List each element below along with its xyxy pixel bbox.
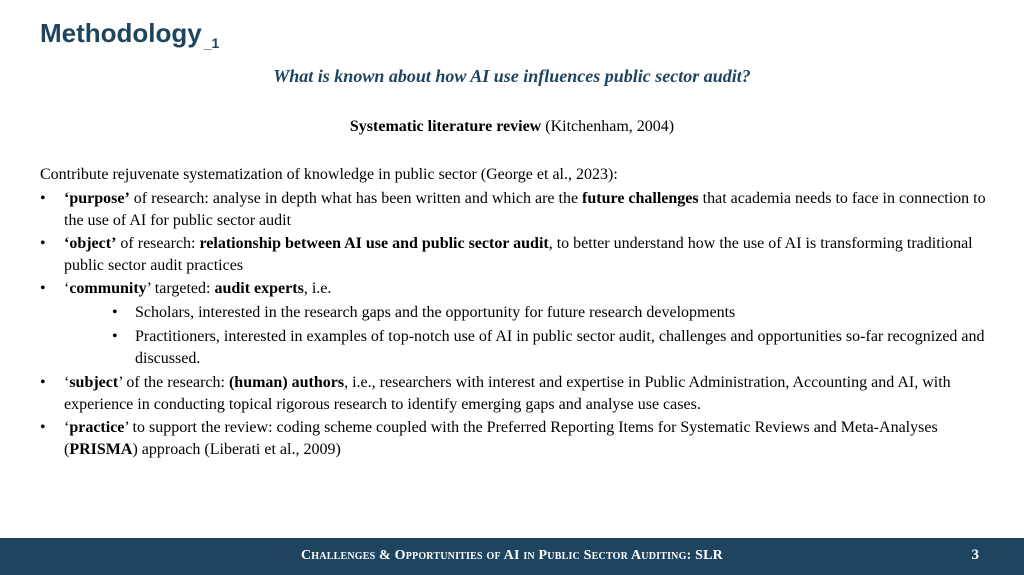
sub-bullet-scholars: • Scholars, interested in the research gaps and the opportunity for future research developments [64, 302, 990, 324]
bullet-purpose-bold: future challenges [582, 190, 699, 207]
bullet-practice-open-quote: ‘ [64, 419, 70, 436]
intro-text: Contribute rejuvenate systematization of knowledge in public sector (George et al., 2023): [40, 166, 618, 183]
bullet-object [40, 233, 990, 277]
sub-bullet-practitioners: • Practitioners, interested in examples of top-notch use of AI in public sector audit, challenges and opportunities so-far recognized and discussed. [64, 326, 990, 370]
bullet-community-close-quote: ’ [146, 280, 151, 297]
bullet-practice-bold: PRISMA [69, 441, 133, 458]
page-number: 3 [971, 547, 979, 563]
bullet-practice-close-quote: ’ [124, 419, 129, 436]
bullet-subject [40, 372, 990, 416]
community-sub-list [64, 302, 990, 370]
bullet-community-open-quote: ‘ [64, 280, 70, 297]
bullet-practice-text-1: to support the review: coding scheme coupled with the Preferred Reporting Items for Systematic Reviews and Meta-Analyses ( [64, 419, 938, 458]
bullet-purpose-label: ‘purpose’ [64, 190, 130, 207]
bullet-practice-label: practice [69, 419, 125, 436]
bullet-community-text-1: targeted: [150, 280, 215, 297]
method-line [0, 118, 1024, 136]
bullet-purpose [40, 188, 990, 232]
method-name: Systematic literature review [349, 118, 542, 135]
footer-bar [0, 538, 1024, 575]
bullet-purpose-text-2: that academia needs to face in connection to the use of AI for public sector audit [64, 190, 986, 229]
bullet-subject-bold: (human) authors [228, 374, 345, 391]
body-content [40, 164, 990, 462]
bullet-community-bold: audit experts [214, 280, 304, 297]
bullet-practice [40, 417, 990, 461]
bullet-subject-open-quote: ‘ [64, 374, 70, 391]
bullet-list [40, 188, 990, 461]
bullet-object-text-2: , to better understand how the use of AI is transforming traditional public sector audit practices [64, 235, 973, 274]
bullet-object-text-1: of research: [116, 235, 200, 252]
bullet-subject-text-2: , i.e., researchers with interest and expertise in Public Administration, Accounting and AI, with experience in conducting topical rigorous research to identify emerging gaps and analyse use cases. [64, 374, 951, 413]
bullet-community [40, 278, 990, 370]
bullet-practice-text-2: ) approach (Liberati et al., 2009) [132, 441, 341, 458]
slide-title [40, 16, 219, 60]
bullet-community-label: community [69, 280, 147, 297]
bullet-community-text-2: , i.e. [303, 280, 332, 297]
bullet-object-label: ‘object’ [64, 235, 117, 252]
slide-title-main: Methodology [40, 18, 202, 48]
slide-title-suffix: _1 [203, 35, 220, 51]
footer-title: Challenges & Opportunities of AI in Public Sector Auditing: SLR [301, 548, 723, 563]
research-question: What is known about how AI use influences public sector audit? [273, 66, 751, 86]
method-citation: (Kitchenham, 2004) [545, 118, 675, 135]
bullet-subject-label: subject [69, 374, 119, 391]
bullet-subject-close-quote: ’ [118, 374, 123, 391]
bullet-subject-text-1: of the research: [122, 374, 229, 391]
bullet-object-bold: relationship between AI use and public sector audit [199, 235, 549, 252]
bullet-purpose-text-1: of research: analyse in depth what has been written and which are the [129, 190, 583, 207]
